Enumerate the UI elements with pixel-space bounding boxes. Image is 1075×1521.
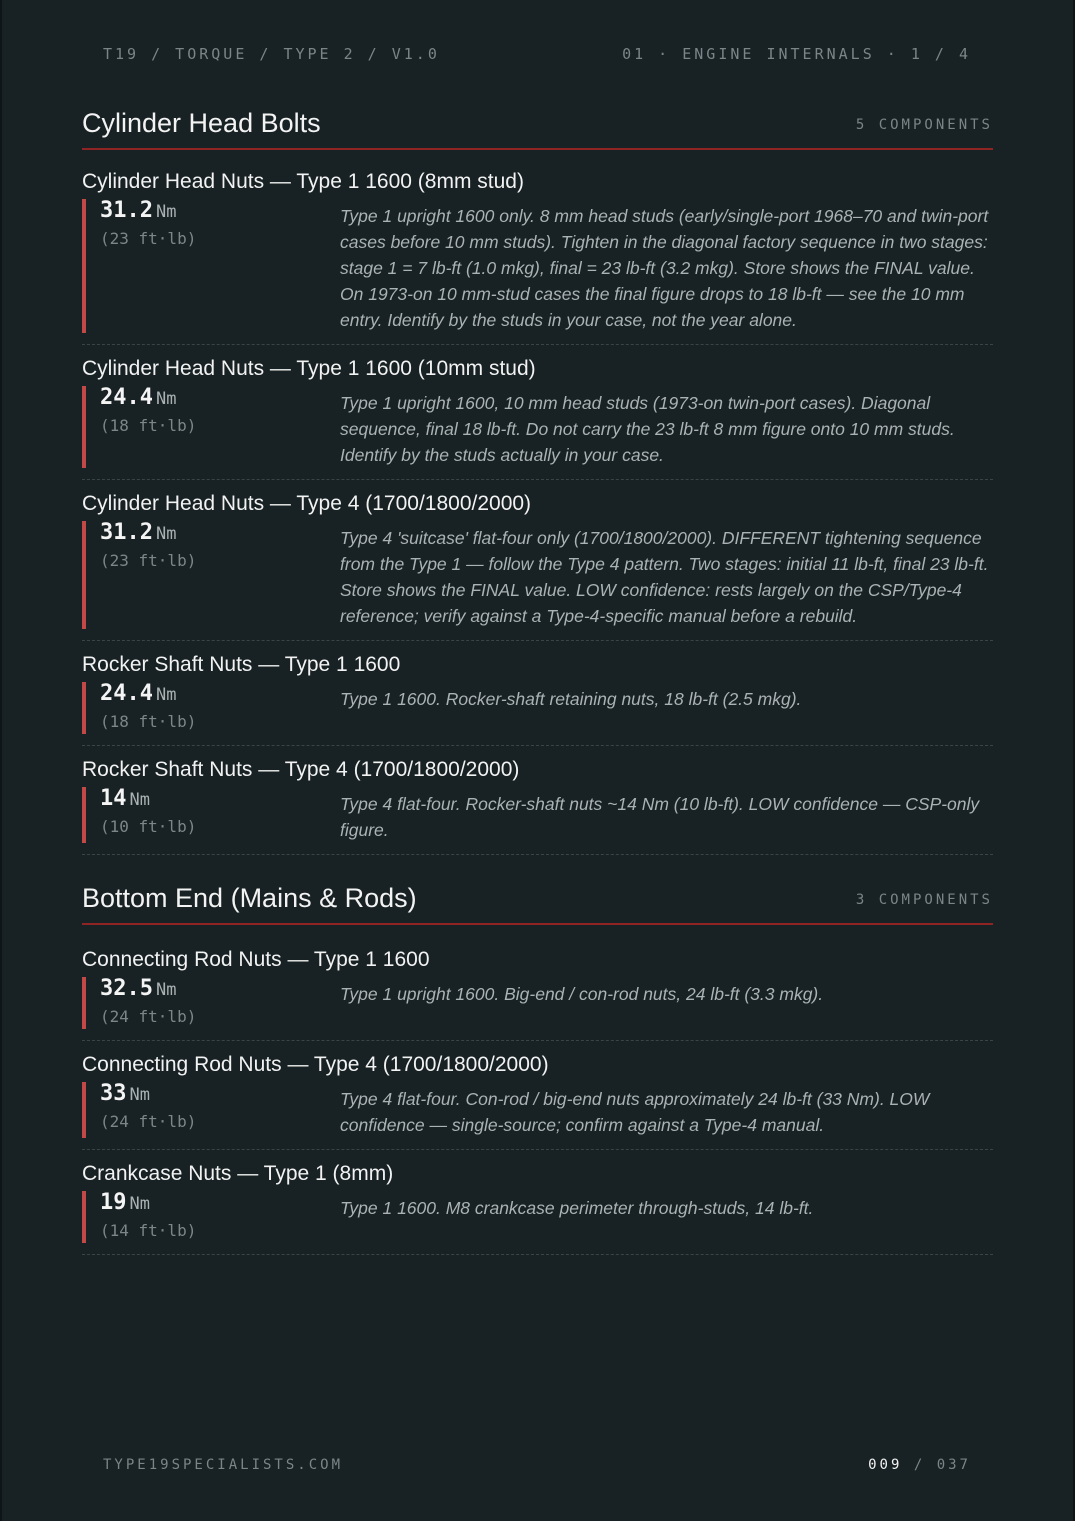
entry-note: Type 1 upright 1600, 10 mm head studs (1973-on twin-port cases). Diagonal sequence, final 18 lb-ft. Do not carry the 23 lb-ft 8 mm figure onto 10 mm studs. Identify by the studs actually in your case. — [340, 393, 955, 465]
entry-note: Type 1 upright 1600 only. 8 mm head studs (early/single-port 1968–70 and twin-port cases before 10 mm studs). Tighten in the diagonal factory sequence in two stages: stage 1 = 7 lb-ft (1.0 mkg), final = 23 lb-ft (3.2 mkg). Store shows the FINAL value. On 1973-on 10 mm-stud cases the final figure drops to 18 lb-ft — see the 10 mm entry. Identify by the studs in your case, not the year alone. — [340, 206, 989, 330]
torque-spec — [86, 1082, 340, 1138]
total-pages: 037 — [936, 1457, 971, 1473]
footer-page-number — [868, 1457, 971, 1473]
entry-note: Type 4 flat-four. Con-rod / big-end nuts approximately 24 lb-ft (33 Nm). LOW confidence — single-source; confirm against a Type-4 manual. — [340, 1089, 930, 1135]
torque-spec — [86, 1191, 340, 1243]
torque-spec — [86, 386, 340, 468]
torque-nm-value: 24.4 — [100, 385, 153, 410]
torque-nm-unit: Nm — [155, 524, 177, 544]
entry-row — [82, 1082, 993, 1138]
torque-nm-value: 32.5 — [100, 976, 153, 1001]
torque-nm-unit: Nm — [129, 1194, 150, 1214]
torque-ftlb-value: (18 ft·lb) — [100, 416, 197, 435]
entry-row — [82, 682, 993, 734]
section-component-count: 3 COMPONENTS — [855, 892, 993, 908]
entry-note: Type 4 flat-four. Rocker-shaft nuts ~14 Nm (10 lb-ft). LOW confidence — CSP-only figure. — [340, 794, 980, 840]
torque-ftlb-value: (10 ft·lb) — [100, 817, 197, 836]
section-header — [82, 881, 993, 925]
page-separator: / — [913, 1457, 926, 1473]
torque-nm-value: 19 — [100, 1190, 127, 1215]
torque-entry — [82, 150, 993, 345]
entry-title: Rocker Shaft Nuts — Type 4 (1700/1800/2000) — [82, 758, 520, 781]
torque-nm-value: 33 — [100, 1081, 127, 1106]
torque-ftlb-value: (24 ft·lb) — [100, 1112, 197, 1131]
footer-site-url: TYPE19SPECIALISTS.COM — [103, 1457, 344, 1473]
entry-row — [82, 787, 993, 843]
torque-entry — [82, 1041, 993, 1150]
entry-title: Connecting Rod Nuts — Type 1 1600 — [82, 948, 430, 971]
torque-spec — [86, 977, 340, 1029]
entry-row — [82, 386, 993, 468]
torque-nm-unit: Nm — [155, 685, 177, 705]
torque-nm-value: 31.2 — [100, 198, 153, 223]
entry-row — [82, 521, 993, 629]
section-title: Cylinder Head Bolts — [82, 108, 321, 138]
torque-entry — [82, 641, 993, 746]
torque-nm-value: 24.4 — [100, 681, 153, 706]
entry-title: Rocker Shaft Nuts — Type 1 1600 — [82, 653, 401, 676]
torque-spec — [86, 787, 340, 843]
entry-title: Cylinder Head Nuts — Type 4 (1700/1800/2000) — [82, 492, 532, 515]
torque-ftlb-value: (23 ft·lb) — [100, 229, 197, 248]
entry-title: Connecting Rod Nuts — Type 4 (1700/1800/2000) — [82, 1053, 549, 1076]
torque-entry — [82, 345, 993, 480]
torque-ftlb-value: (18 ft·lb) — [100, 712, 197, 731]
section-cylinder-head-bolts — [82, 106, 993, 855]
entry-row — [82, 1191, 993, 1243]
entry-note: Type 1 1600. Rocker-shaft retaining nuts, 18 lb-ft (2.5 mkg). — [340, 689, 802, 709]
section-title: Bottom End (Mains & Rods) — [82, 883, 417, 913]
torque-ftlb-value: (24 ft·lb) — [100, 1007, 197, 1026]
entry-note: Type 1 1600. M8 crankcase perimeter through-studs, 14 lb-ft. — [340, 1198, 814, 1218]
torque-nm-unit: Nm — [155, 202, 177, 222]
entry-title: Crankcase Nuts — Type 1 (8mm) — [82, 1162, 394, 1185]
torque-spec — [86, 199, 340, 333]
page-content — [82, 106, 993, 1255]
torque-spec — [86, 682, 340, 734]
torque-nm-value: 31.2 — [100, 520, 153, 545]
torque-ftlb-value: (14 ft·lb) — [100, 1221, 197, 1240]
entry-row — [82, 199, 993, 333]
header-chapter: 01 · ENGINE INTERNALS · 1 / 4 — [622, 45, 971, 63]
torque-nm-unit: Nm — [155, 389, 177, 409]
page-footer — [103, 1457, 971, 1473]
torque-nm-unit: Nm — [129, 1085, 150, 1105]
entry-title: Cylinder Head Nuts — Type 1 1600 (8mm stud) — [82, 170, 524, 193]
torque-spec — [86, 521, 340, 629]
torque-nm-unit: Nm — [155, 980, 177, 1000]
torque-nm-value: 14 — [100, 786, 127, 811]
running-header — [103, 45, 971, 63]
entry-note: Type 4 'suitcase' flat-four only (1700/1800/2000). DIFFERENT tightening sequence from the Type 1 — follow the Type 4 pattern. Two stages: initial 11 lb-ft, final 23 lb-ft. Store shows the FINAL value. LOW confidence: rests largely on the CSP/Type-4 reference; verify against a Type-4-specific manual before a rebuild. — [340, 528, 989, 626]
entry-row — [82, 977, 993, 1029]
current-page: 009 — [868, 1457, 903, 1473]
torque-entry — [82, 1150, 993, 1255]
torque-entry — [82, 746, 993, 855]
section-component-count: 5 COMPONENTS — [855, 117, 993, 133]
section-bottom-end — [82, 881, 993, 1255]
entry-title: Cylinder Head Nuts — Type 1 1600 (10mm stud) — [82, 357, 536, 380]
torque-ftlb-value: (23 ft·lb) — [100, 551, 197, 570]
torque-entry — [82, 925, 993, 1041]
section-header — [82, 106, 993, 150]
torque-entry — [82, 480, 993, 641]
torque-nm-unit: Nm — [129, 790, 150, 810]
header-breadcrumb: T19 / TORQUE / TYPE 2 / V1.0 — [103, 45, 440, 63]
entry-note: Type 1 upright 1600. Big-end / con-rod nuts, 24 lb-ft (3.3 mkg). — [340, 984, 824, 1004]
